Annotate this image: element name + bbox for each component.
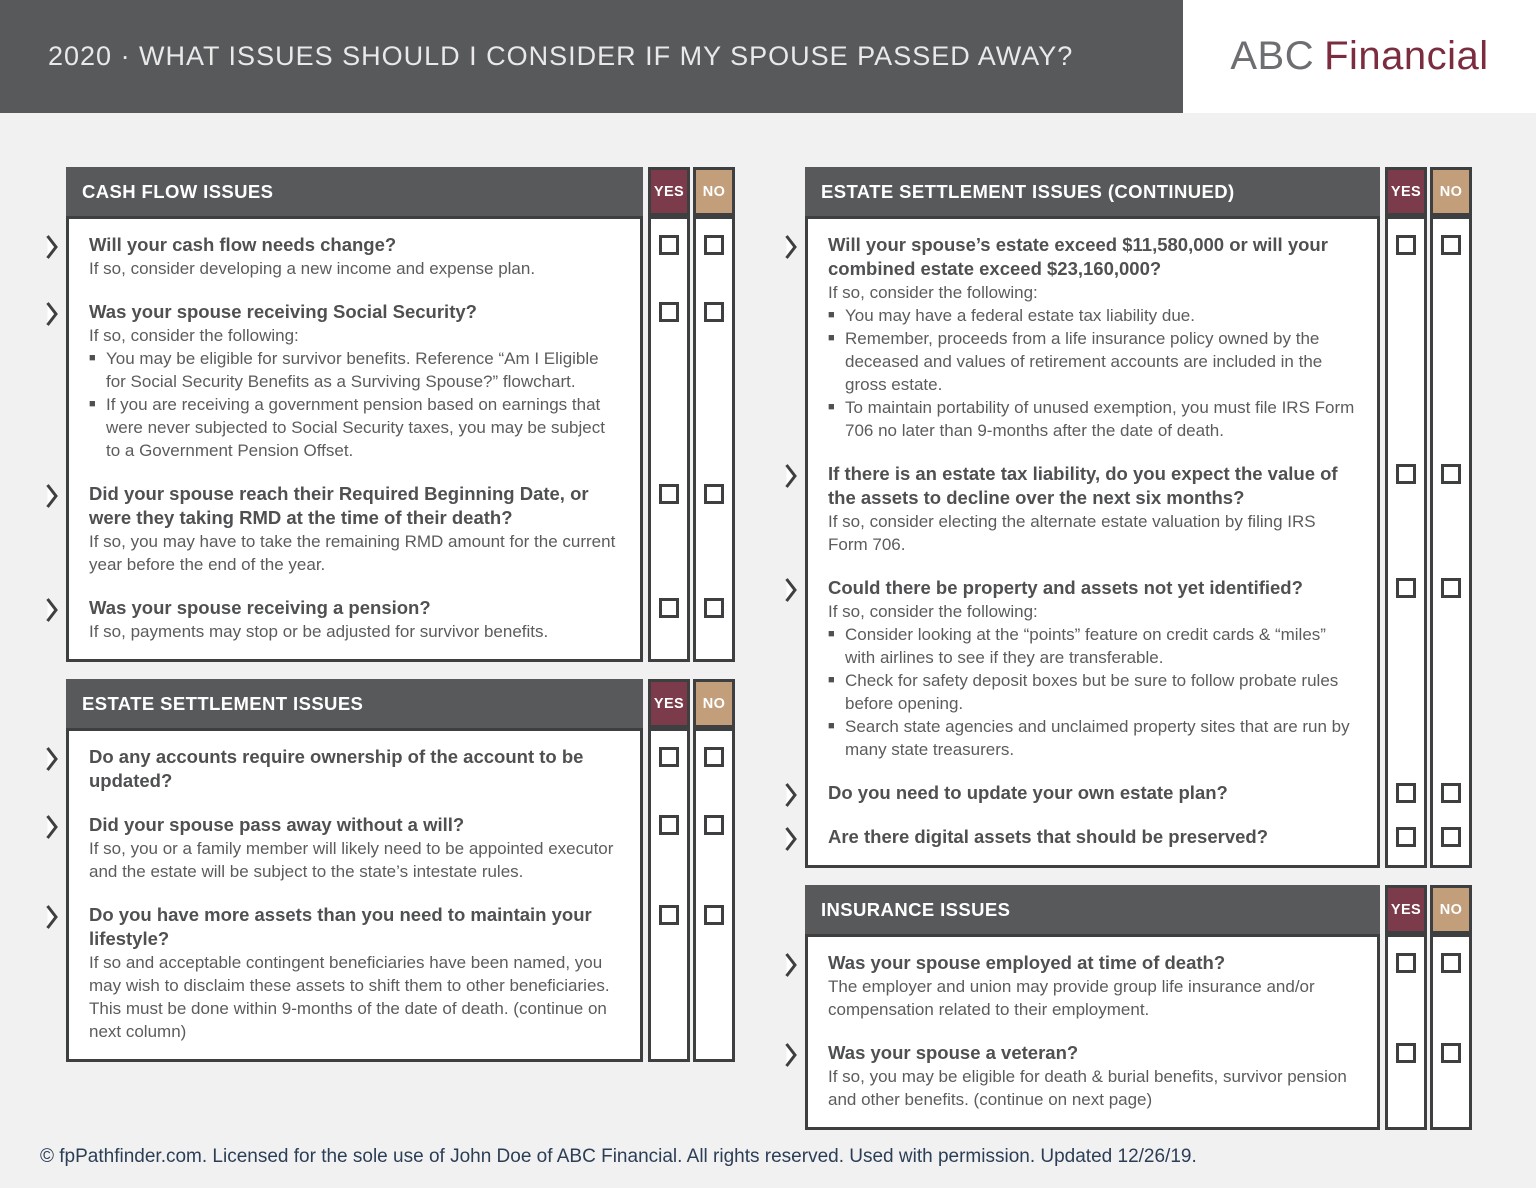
question-chevron-icon (785, 1042, 798, 1068)
no-checkbox[interactable] (1441, 827, 1461, 847)
yes-column-header: YES (1385, 167, 1427, 216)
yes-checkbox[interactable] (1396, 783, 1416, 803)
question-detail: If so, consider the following: (89, 326, 299, 345)
bullet-square-icon: ■ (828, 628, 835, 640)
question-row (828, 825, 1359, 849)
bullet-item: ■ Consider looking at the “points” feature on credit cards & “miles” with airlines to see if they are transferable. (828, 625, 1326, 667)
question-chevron-icon (46, 234, 59, 260)
brand-name-primary: ABC (1230, 34, 1315, 78)
section-body (805, 934, 1472, 1130)
bullet-square-icon: ■ (828, 674, 835, 686)
question-area (66, 728, 643, 1062)
yes-checkbox[interactable] (659, 905, 679, 925)
question-row (828, 781, 1359, 805)
question-chevron-icon (46, 904, 59, 930)
no-column-header: NO (1430, 885, 1472, 934)
question-chevron-icon (46, 483, 59, 509)
section-estate-settlement-issues (66, 679, 735, 1062)
question-detail: If so, consider the following: (828, 602, 1038, 621)
section-cash-flow-issues (66, 167, 735, 662)
question-text: Do any accounts require ownership of the account to be updated? (89, 746, 584, 791)
no-checkbox[interactable] (1441, 1043, 1461, 1063)
bullet-item: ■ You may have a federal estate tax liability due. (828, 306, 1195, 325)
section-header (805, 167, 1472, 216)
question-text: Did your spouse reach their Required Beginning Date, or were they taking RMD at the time of their death? (89, 483, 589, 528)
no-checkbox[interactable] (704, 747, 724, 767)
question-row (89, 813, 622, 883)
question-chevron-icon (46, 746, 59, 772)
question-text: Was your spouse receiving Social Security? (89, 301, 477, 322)
question-chevron-icon (785, 577, 798, 603)
section-body (805, 216, 1472, 868)
no-checkbox[interactable] (704, 484, 724, 504)
bullet-square-icon: ■ (89, 398, 96, 410)
yes-checkbox[interactable] (659, 747, 679, 767)
yes-checkbox[interactable] (659, 484, 679, 504)
section-body (66, 728, 735, 1062)
no-checkbox[interactable] (1441, 235, 1461, 255)
section-title: ESTATE SETTLEMENT ISSUES (66, 679, 643, 728)
question-area (805, 216, 1380, 868)
bullet-item: ■ To maintain portability of unused exemption, you must file IRS Form 706 no later than 9-months after the date of death. (828, 398, 1355, 440)
question-row (828, 576, 1359, 761)
yes-column (648, 216, 690, 662)
question-text: Do you need to update your own estate plan? (828, 782, 1228, 803)
bullet-square-icon: ■ (828, 720, 835, 732)
page-title: 2020 · WHAT ISSUES SHOULD I CONSIDER IF MY SPOUSE PASSED AWAY? (48, 41, 1074, 71)
brand-logo (1183, 0, 1536, 113)
no-checkbox[interactable] (1441, 578, 1461, 598)
no-checkbox[interactable] (704, 815, 724, 835)
question-chevron-icon (785, 826, 798, 852)
no-checkbox[interactable] (704, 235, 724, 255)
question-detail: If so, you may have to take the remaining RMD amount for the current year before the end of the year. (89, 532, 616, 574)
yes-checkbox[interactable] (1396, 235, 1416, 255)
no-checkbox[interactable] (704, 905, 724, 925)
yes-checkbox[interactable] (659, 815, 679, 835)
question-area (805, 934, 1380, 1130)
question-detail: If so, consider developing a new income and expense plan. (89, 259, 536, 278)
question-chevron-icon (46, 814, 59, 840)
question-row (828, 1041, 1359, 1111)
question-detail: If so, payments may stop or be adjusted for survivor benefits. (89, 622, 549, 641)
left-column (66, 167, 735, 1079)
question-row (89, 482, 622, 576)
question-detail: If so, consider the following: (828, 283, 1038, 302)
bullet-square-icon: ■ (89, 352, 96, 364)
yes-checkbox[interactable] (1396, 953, 1416, 973)
question-text: Are there digital assets that should be preserved? (828, 826, 1269, 847)
question-text: Was your spouse employed at time of death? (828, 952, 1226, 973)
question-chevron-icon (785, 463, 798, 489)
yes-checkbox[interactable] (1396, 578, 1416, 598)
section-title: INSURANCE ISSUES (805, 885, 1380, 934)
question-text: Will your cash flow needs change? (89, 234, 397, 255)
question-area (66, 216, 643, 662)
no-column-header: NO (693, 679, 735, 728)
bullet-square-icon: ■ (828, 309, 835, 321)
question-text: Could there be property and assets not yet identified? (828, 577, 1303, 598)
no-column-header: NO (1430, 167, 1472, 216)
section-insurance-issues (805, 885, 1472, 1130)
bullet-square-icon: ■ (828, 332, 835, 344)
no-column-header: NO (693, 167, 735, 216)
yes-column-header: YES (648, 167, 690, 216)
license-footer: © fpPathfinder.com. Licensed for the sole use of John Doe of ABC Financial. All rights reserved. Used with permission. Updated 12/26/19. (40, 1146, 1197, 1167)
yes-column (1385, 216, 1427, 868)
question-row (828, 233, 1359, 442)
brand-name-secondary: Financial (1324, 34, 1489, 78)
question-row (89, 233, 622, 280)
no-checkbox[interactable] (704, 302, 724, 322)
yes-checkbox[interactable] (659, 302, 679, 322)
yes-checkbox[interactable] (659, 598, 679, 618)
yes-checkbox[interactable] (1396, 464, 1416, 484)
yes-column-header: YES (1385, 885, 1427, 934)
question-text: If there is an estate tax liability, do you expect the value of the assets to decline over the next six months? (828, 463, 1338, 508)
no-checkbox[interactable] (1441, 953, 1461, 973)
question-chevron-icon (785, 952, 798, 978)
no-checkbox[interactable] (1441, 464, 1461, 484)
bullet-list (828, 623, 1359, 761)
section-title: CASH FLOW ISSUES (66, 167, 643, 216)
question-row (828, 951, 1359, 1021)
yes-column (648, 728, 690, 1062)
question-chevron-icon (785, 782, 798, 808)
yes-checkbox[interactable] (659, 235, 679, 255)
question-text: Will your spouse’s estate exceed $11,580,000 or will your combined estate exceed $23,160,000? (828, 234, 1328, 279)
bullet-item: ■ If you are receiving a government pension based on earnings that were never subjected to Social Security taxes, you may be subject to a Government Pension Offset. (89, 395, 605, 460)
question-detail: If so, you may be eligible for death & burial benefits, survivor pension and other benefits. (continue on next page) (828, 1067, 1347, 1109)
question-detail: The employer and union may provide group life insurance and/or compensation related to their employment. (828, 977, 1315, 1019)
section-header (805, 885, 1472, 934)
question-chevron-icon (46, 597, 59, 623)
question-row (828, 462, 1359, 556)
title-banner (0, 0, 1183, 113)
section-body (66, 216, 735, 662)
section-header (66, 167, 735, 216)
question-detail: If so, consider electing the alternate estate valuation by filing IRS Form 706. (828, 512, 1316, 554)
bullet-item: ■ Search state agencies and unclaimed property sites that are run by many state treasurers. (828, 717, 1350, 759)
question-chevron-icon (46, 301, 59, 327)
yes-checkbox[interactable] (1396, 1043, 1416, 1063)
section-header (66, 679, 735, 728)
bullet-item: ■ You may be eligible for survivor benefits. Reference “Am I Eligible for Social Security Benefits as a Surviving Spouse?” flowchart. (89, 349, 599, 391)
question-text: Do you have more assets than you need to maintain your lifestyle? (89, 904, 592, 949)
question-text: Was your spouse receiving a pension? (89, 597, 431, 618)
bullet-square-icon: ■ (828, 401, 835, 413)
right-column (805, 167, 1472, 1147)
section-title: ESTATE SETTLEMENT ISSUES (CONTINUED) (805, 167, 1380, 216)
question-row (89, 596, 622, 643)
question-row (89, 903, 622, 1043)
question-detail: If so and acceptable contingent beneficiaries have been named, you may wish to disclaim these assets to shift them to other beneficiaries. This must be done within 9-months of the date of death. (continue on next column) (89, 953, 610, 1041)
yes-column-header: YES (648, 679, 690, 728)
no-column (693, 728, 735, 1062)
bullet-list (89, 347, 622, 462)
question-chevron-icon (785, 234, 798, 260)
bullet-item: ■ Remember, proceeds from a life insurance policy owned by the deceased and values of retirement accounts are included in the gross estate. (828, 329, 1323, 394)
no-checkbox[interactable] (704, 598, 724, 618)
no-column (693, 216, 735, 662)
question-row (89, 745, 622, 793)
bullet-list (828, 304, 1359, 442)
question-text: Was your spouse a veteran? (828, 1042, 1079, 1063)
no-column (1430, 216, 1472, 868)
question-text: Did your spouse pass away without a will? (89, 814, 465, 835)
no-checkbox[interactable] (1441, 783, 1461, 803)
section-estate-settlement-continued (805, 167, 1472, 868)
bullet-item: ■ Check for safety deposit boxes but be sure to follow probate rules before opening. (828, 671, 1339, 713)
question-row (89, 300, 622, 462)
question-detail: If so, you or a family member will likely need to be appointed executor and the estate will be subject to the state’s intestate rules. (89, 839, 614, 881)
yes-checkbox[interactable] (1396, 827, 1416, 847)
